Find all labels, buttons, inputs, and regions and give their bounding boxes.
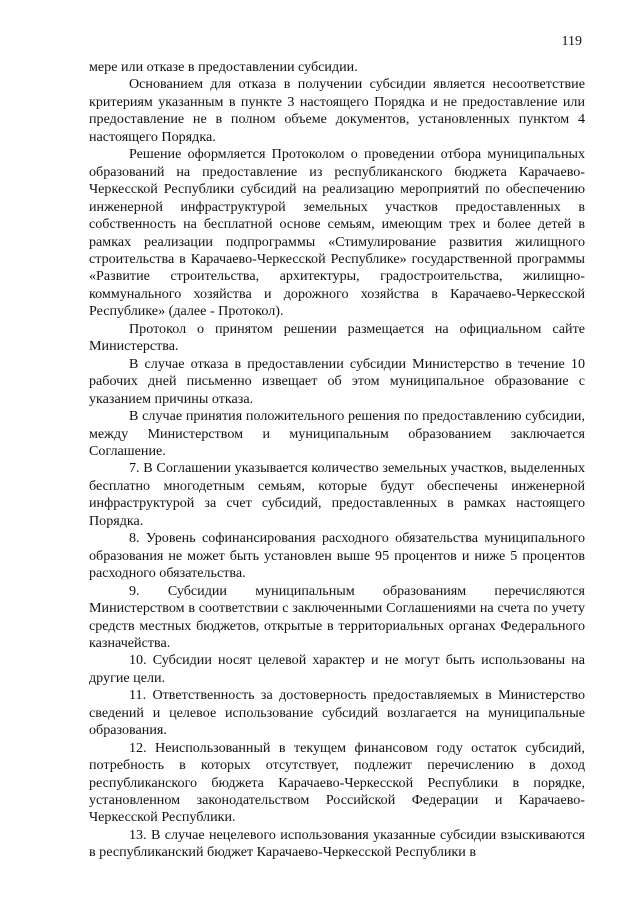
paragraph-item-11: 11. Ответственность за достоверность предоставляемых в Министерство сведений и целевое использование субсидий возлагается на муниципальные образования. xyxy=(89,687,585,739)
paragraph-item-9: 9. Субсидии муниципальным образованиям перечисляются Министерством в соответствии с заключенными Соглашениями на счета по учету средств местных бюджетов, открытые в территориальных органах Федерального казначейства. xyxy=(89,582,585,651)
paragraph-item-7: 7. В Соглашении указывается количество земельных участков, выделенных бесплатно многодетным семьям, которые будут обеспечены инженерной инфраструктурой за счет субсидий, предоставленных в рамках настоящего Порядка. xyxy=(89,460,585,529)
paragraph-item-10: 10. Субсидии носят целевой характер и не могут быть использованы на другие цели. xyxy=(89,652,585,686)
paragraph-agreement: В случае принятия положительного решения по предоставлению субсидии, между Министерством и муниципальным образованием заключается Соглашение. xyxy=(89,408,585,459)
paragraph-item-13: 13. В случае нецелевого использования указанные субсидии взыскиваются в республиканский бюджет Карачаево-Черкесской Республики в xyxy=(89,826,585,861)
paragraph-item-12: 12. Неиспользованный в текущем финансовом году остаток субсидий, потребность в которых отсутствует, подлежит перечислению в доход республиканского бюджета Карачаево-Черкесской Республики в порядке, установленном законодательством Российской Федерации и Карачаево-Черкесской Республики. xyxy=(89,739,585,826)
paragraph-protocol-publication: Протокол о принятом решении размещается на официальном сайте Министерства. xyxy=(89,320,585,355)
document-body xyxy=(89,59,585,862)
paragraph-protocol-decision: Решение оформляется Протоколом о проведении отбора муниципальных образований на предоставление из республиканского бюджета Карачаево-Черкесской Республики субсидий на реализацию мероприятий по обеспечению инженерной инфраструктурой земельных участков предоставленных в собственность на бесплатной основе семьям, имеющим трех и более детей в рамках реализации подпрограммы «Стимулирование развития жилищного строительства в Карачаево-Черкесской Республике» государственной программы «Развитие строительства, архитектуры, градостроительства, жилищно-коммунального хозяйства и дорожного хозяйства в Карачаево-Черкесской Республике» (далее - Протокол). xyxy=(89,146,585,320)
paragraph-continuation: мере или отказе в предоставлении субсидии. xyxy=(89,59,358,75)
paragraph-refusal-notice: В случае отказа в предоставлении субсидии Министерство в течение 10 рабочих дней письменно извещает об этом муниципальное образование с указанием причины отказа. xyxy=(89,355,585,407)
paragraph-refusal-grounds: Основанием для отказа в получении субсидии является несоответствие критериям указанным в пункте 3 настоящего Порядка и не предоставление или предоставление не в полном объеме документов, установленных пунктом 4 настоящего Порядка. xyxy=(89,76,585,145)
paragraph-item-8: 8. Уровень софинансирования расходного обязательства муниципального образования не может быть установлен выше 95 процентов и ниже 5 процентов расходного обязательства. xyxy=(89,530,585,582)
page-number: 119 xyxy=(561,34,582,49)
